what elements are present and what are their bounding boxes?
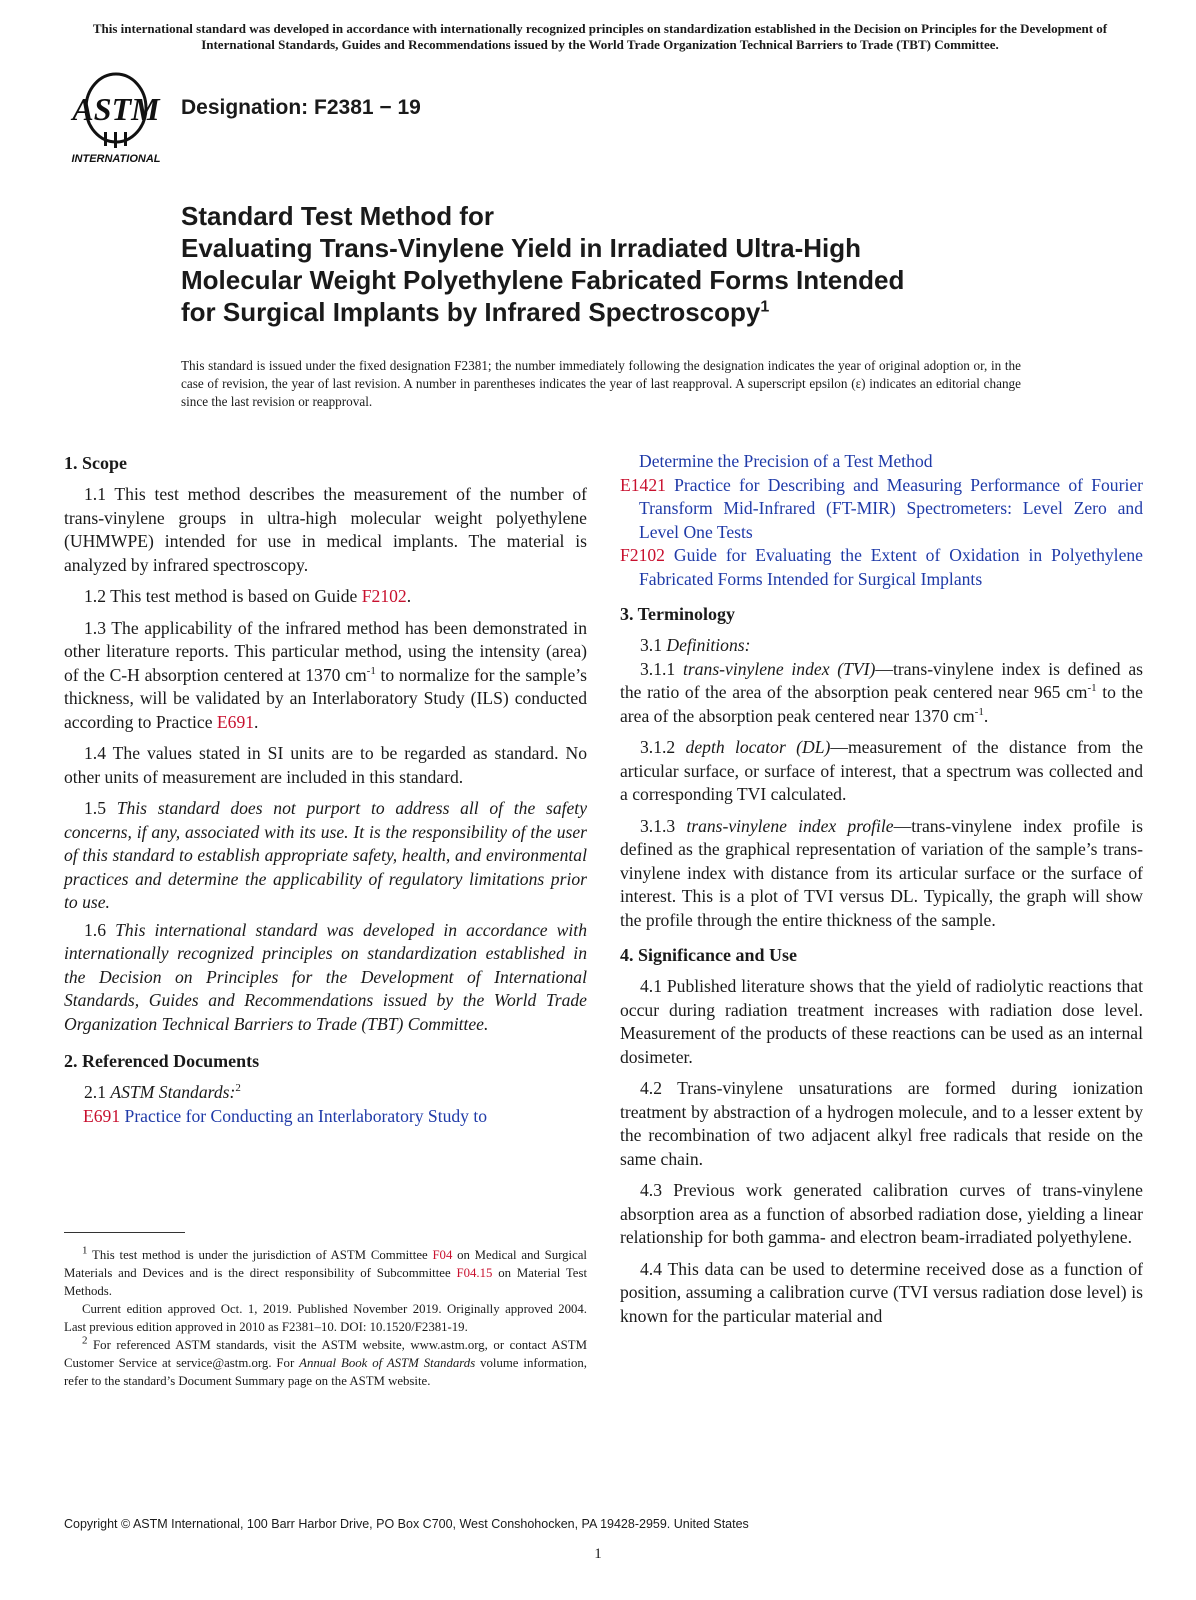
footnote-1-text: This test method is under the jurisdiction of ASTM Committee <box>87 1248 433 1262</box>
para-1-1: 1.1 This test method describes the measurement of the number of trans-vinylene groups in ultra-high molecular weight polyethylene (UHMWPE) intended for use in medical implants. The material is analyzed by infrared spectroscopy. <box>64 484 587 575</box>
section-refdocs-heading: 2. Referenced Documents <box>64 1051 260 1071</box>
footnote-1-edition: Current edition approved Oct. 1, 2019. Published November 2019. Originally approved 2004. Last previous edition approved in 2010 as F2381–10. DOI: 10.1520/F2381-19. <box>64 1302 587 1334</box>
para-2-1-text: ASTM Standards: <box>110 1082 236 1102</box>
para-2-1-sup: 2 <box>235 1082 241 1095</box>
para-3-1-1-text-2: to the area of the absorption peak centered near 1370 cm <box>620 682 1143 726</box>
link-f2102[interactable]: F2102 <box>361 586 407 606</box>
para-3-1-3-text: —trans-vinylene index profile is defined as the graphical representation of variation of the sample’s trans-vinylene index with distance from its articular surface or the surface of interest. This is a plot of TVI versus DL. Typically, the graph will show the profile through the entire thickness of the sample. <box>620 815 1143 930</box>
logo-subtext: INTERNATIONAL <box>71 153 161 165</box>
para-4-2: 4.2 Trans-vinylene unsaturations are formed during ionization treatment by abstraction of a hydrogen molecule, and to a lesser extent by the recombination of two adjacent alkyl free radicals that reside on the same chain. <box>620 1078 1143 1169</box>
para-1-6-text: This international standard was developed in accordance with internationally recognized principles on standardization established in the Decision on Principles for the Development of International Standards, Guides and Recommendations issued by the World Trade Organization Technical Barriers to Trade (TBT) Committee. <box>64 919 587 1034</box>
para-3-1-1-num: 3.1.1 <box>640 658 683 679</box>
astm-emblem-icon <box>70 74 161 148</box>
para-2-1-num: 2.1 <box>84 1082 111 1102</box>
para-1-3-text-2: to normalize for the sample’s thickness, will be validated by an Interlaboratory Study (ILS) conducted according to Practice <box>64 664 587 732</box>
section-significance-heading: 4. Significance and Use <box>620 945 798 965</box>
logo-text: ASTM <box>72 91 160 127</box>
para-3-1-1-end: . <box>983 705 989 726</box>
para-1-2-text: 1.2 This test method is based on Guide <box>84 586 362 606</box>
para-1-5 <box>64 797 587 915</box>
para-3-1-3 <box>620 815 1143 933</box>
ref-e691-cont <box>620 450 1143 474</box>
para-1-3-text: 1.3 The applicability of the infrared method has been demonstrated in other literature reports. This particular method, using the intensity (area) of the C-H absorption centered at 1370 cm <box>64 617 587 685</box>
para-1-5-text: This standard does not purport to address all of the safety concerns, if any, associated with its use. It is the responsibility of the user of this standard to establish appropriate safety, health, and environmental practices and determine the applicability of regulatory limitations prior to use. <box>64 798 588 912</box>
para-1-4: 1.4 The values stated in SI units are to be regarded as standard. No other units of measurement are included in this standard. <box>64 743 587 787</box>
term-tvi-profile: trans-vinylene index profile <box>686 815 894 836</box>
para-3-1-2-num: 3.1.2 <box>640 737 686 757</box>
footnotes <box>64 1246 587 1390</box>
footnote-2 <box>64 1336 587 1390</box>
title-footnote-mark: 1 <box>760 298 770 316</box>
term-dl: depth locator (DL) <box>685 737 831 757</box>
para-1-5-num: 1.5 <box>84 798 117 818</box>
ref-e1421-code[interactable]: E1421 <box>620 474 666 495</box>
footnote-1-text-3: on Material Test Methods. <box>64 1266 588 1298</box>
footnote-2-mark: 2 <box>82 1334 88 1347</box>
title-line-2: Evaluating Trans-Vinylene Yield in Irradiated Ultra-High <box>181 233 862 263</box>
astm-logo <box>66 70 168 166</box>
title-line-4-text: for Surgical Implants by Infrared Spectroscopy <box>181 297 761 327</box>
left-column <box>64 452 587 1128</box>
footnote-1 <box>64 1246 587 1300</box>
para-1-6-num: 1.6 <box>84 919 116 940</box>
para-4-4: 4.4 This data can be used to determine received dose as a function of position, assuming a calibration curve (TVI versus radiation dose level) is known for the particular material and <box>620 1258 1143 1326</box>
ref-e691 <box>64 1105 587 1129</box>
para-3-1-2 <box>620 736 1143 807</box>
link-f04[interactable]: F04 <box>432 1248 453 1262</box>
footnote-2-italic: Annual Book of ASTM Standards <box>299 1356 476 1370</box>
footnote-2-text: For referenced ASTM standards, visit the ASTM website, www.astm.org, or contact ASTM Customer Service at service@astm.org. For <box>64 1338 587 1370</box>
tbt-notice: This international standard was developed in accordance with internationally recognized principles on standardization established in the Decision on Principles for the Development of International Standards, Guides and Recommendations issued by the World Trade Organization Technical Barriers to Trade (TBT) Committee. <box>92 21 1108 52</box>
para-1-3 <box>64 617 587 735</box>
title-line-1: Standard Test Method for <box>181 201 494 231</box>
footnote-1-mark: 1 <box>82 1244 88 1257</box>
ref-e691-title[interactable]: Practice for Conducting an Interlaboratory Study to <box>120 1105 488 1126</box>
right-column <box>620 450 1143 1336</box>
para-3-1-num: 3.1 <box>640 635 667 655</box>
document-title <box>181 200 1081 328</box>
title-line-4 <box>181 296 1081 328</box>
title-line-3: Molecular Weight Polyethylene Fabricated Forms Intended <box>181 265 905 295</box>
ref-f2102-code[interactable]: F2102 <box>620 545 665 565</box>
copyright: Copyright © ASTM International, 100 Barr Harbor Drive, PO Box C700, West Conshohocken, PA 19428-2959. United States <box>64 1517 749 1531</box>
para-3-1-1 <box>620 658 1143 729</box>
para-3-1-2-text: —measurement of the distance from the articular surface, or surface of interest, that a spectrum was collected and a corresponding TVI calculated. <box>620 737 1143 804</box>
para-3-1-1-text: —trans-vinylene index is defined as the ratio of the area of the absorption peak centered near 965 cm <box>620 658 1144 702</box>
ref-e1421 <box>620 474 1143 545</box>
para-3-1-1-sup-1: -1 <box>1087 682 1097 695</box>
para-3-1-1-sup-2: -1 <box>974 705 984 718</box>
para-1-3-end: . <box>254 711 259 732</box>
term-tvi: trans-vinylene index (TVI) <box>682 658 876 679</box>
para-3-1-3-num: 3.1.3 <box>640 815 687 836</box>
designation: Designation: F2381 − 19 <box>181 96 421 119</box>
section-terminology-heading: 3. Terminology <box>620 604 736 624</box>
issue-note: This standard is issued under the fixed designation F2381; the number immediately following the designation indicates the year of original adoption or, in the case of revision, the year of last revision. A number in parentheses indicates the year of last reapproval. A superscript epsilon (ε) indicates an editorial change since the last revision or reapproval. <box>181 358 1021 409</box>
para-4-3: 4.3 Previous work generated calibration curves of trans-vinylene absorption area as a function of absorbed radiation dose, yielding a linear relationship for both gamma- and electron beam-irradiated polyethylene. <box>620 1180 1143 1247</box>
ref-e691-title-cont[interactable]: Determine the Precision of a Test Method <box>639 451 933 471</box>
footnote-2-text-2: volume information, refer to the standard’s Document Summary page on the ASTM website. <box>64 1356 588 1388</box>
ref-e691-code[interactable]: E691 <box>83 1105 121 1126</box>
para-4-1: 4.1 Published literature shows that the yield of radiolytic reactions that occur during radiation treatment increases with radiation dose level. Measurement of the products of these reactions can be used as an internal dosimeter. <box>620 976 1143 1067</box>
page-number: 1 <box>594 1546 602 1562</box>
section-scope-heading: 1. Scope <box>64 453 127 473</box>
para-1-2 <box>64 585 587 609</box>
link-f04-15[interactable]: F04.15 <box>456 1266 493 1280</box>
para-2-1 <box>64 1081 587 1105</box>
para-1-3-sup: -1 <box>366 664 376 677</box>
para-1-2-end: . <box>406 586 412 606</box>
ref-f2102 <box>620 544 1143 591</box>
para-3-1 <box>620 634 1143 658</box>
footnote-1-text-2: on Medical and Surgical Materials and Devices and is the direct responsibility of Subcommittee <box>64 1248 587 1280</box>
para-3-1-text: Definitions: <box>666 635 751 655</box>
link-e691[interactable]: E691 <box>216 711 255 732</box>
ref-f2102-title[interactable]: Guide for Evaluating the Extent of Oxidation in Polyethylene Fabricated Forms Intended for Surgical Implants <box>639 545 1143 589</box>
ref-e1421-title[interactable]: Practice for Describing and Measuring Performance of Fourier Transform Mid-Infrared (FT-MIR) Spectrometers: Level Zero and Level One Tests <box>639 474 1143 542</box>
para-1-6 <box>64 919 587 1037</box>
footnote-rule <box>64 1232 185 1233</box>
